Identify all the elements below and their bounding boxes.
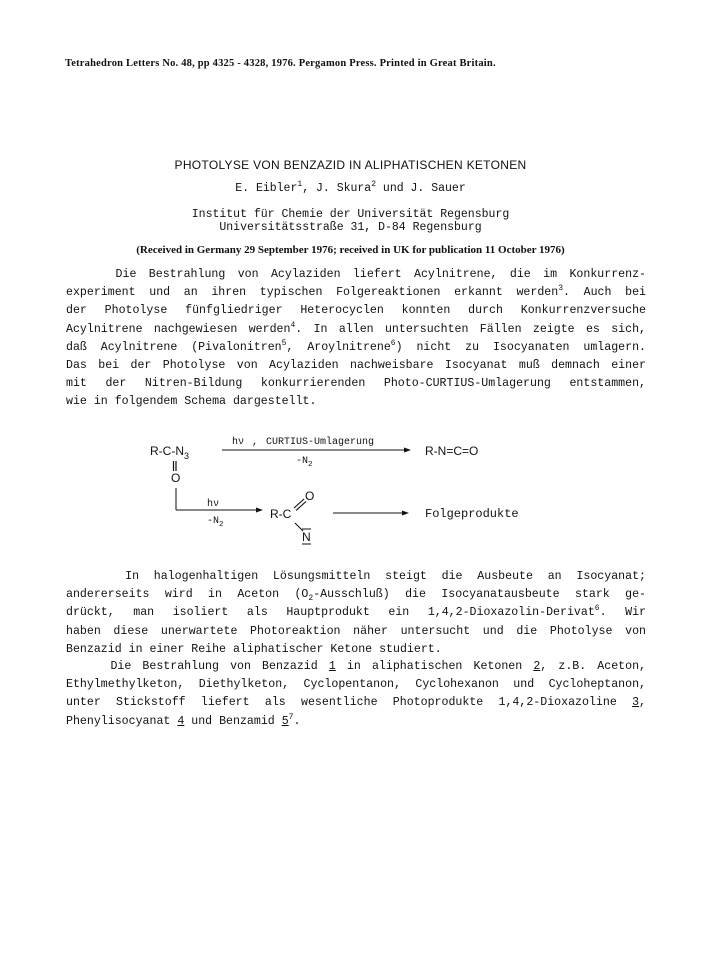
text-line: Ethylmethylketon, Diethylketon, Cyclopentanon, Cyclohexanon und Cycloheptanon, [66,678,646,692]
curtius-label: CURTIUS-Umlagerung [266,437,375,448]
n2-loss-label-bottom: $-N_2$ [207,516,224,529]
subscript: 2 [308,594,314,604]
footnote-ref: 7 [288,712,294,722]
reactant-formula: $R-C-N_3$ [150,444,190,461]
nitrene-oxygen: O [305,489,315,503]
footnote-ref: 6 [390,338,396,348]
compound-number: 1 [328,660,336,673]
n2-loss-label-top: $-N_2$ [296,456,313,469]
text-line: In halogenhaltigen Lösungsmitteln steigt die Ausbeute an Isocyanat; [125,570,646,583]
comma-label: , [252,437,259,448]
article-title: PHOTOLYSE VON BENZAZID IN ALIPHATISCHEN KETONEN [174,158,527,172]
paragraph-halogen [66,568,646,659]
journal-citation-header: Tetrahedron Letters No. 48, pp 4325 - 4328, 1976. Pergamon Press. Printed in Great Britain. [65,58,496,69]
footnote-ref: 6 [594,604,600,614]
footnote-ref: 5 [281,338,287,348]
isocyanate-product: R-N=C=O [425,444,479,458]
paragraph-intro [66,266,646,412]
footnote-ref: 2 [371,180,377,189]
text-line: unter Stickstoff liefert als wesentliche Photoprodukte 1,4,2-Dioxazoline 3, [66,696,646,710]
text-line: mit der Nitren-Bildung konkurrierenden Photo-CURTIUS-Umlagerung entstammen, [66,377,646,391]
carbonyl-oxygen: O [171,471,181,485]
reaction-scheme [0,430,701,560]
author-sauer: und J. Sauer [376,182,466,195]
nitrene-nitrogen: N [302,530,311,544]
arrowhead [404,448,411,453]
follow-products: Folgeprodukte [425,507,519,521]
text-line: daß Acylnitrene (Pivalonitren$^5$, Aroylnitrene$^6$) nicht zu Isocyanaten umlagern. [66,338,646,354]
text-line: drückt, man isoliert als Hauptprodukt ein 1,4,2-Dioxazolin-Derivat$^6$. Wir [66,604,646,620]
text-line: haben diese unerwartete Photoreaktion näher untersucht und die Photolyse von [66,624,646,638]
text-line: Acylnitrene nachgewiesen werden$^4$. In allen untersuchten Fällen zeigte es sich, [66,320,646,336]
nitrene-fragment: R-C [270,507,292,521]
institution-block [0,208,701,234]
hv-label-bottom: hν [207,499,220,510]
author-line [0,182,701,195]
text-line: Die Bestrahlung von Acylaziden liefert Acylnitrene, die im Konkurrenz- [115,268,646,281]
nitrene-carbonyl-bond [294,499,304,508]
institution-name: Institut für Chemie der Universität Regensburg [191,208,510,221]
text-line: Benzazid in einer Reihe aliphatischer Ketone studiert. [66,642,442,656]
compound-number: 2 [533,660,541,673]
paragraph-benzazid [66,658,646,731]
hv-label-top: hν [232,437,245,448]
compound-number: 3 [632,696,640,710]
arrowhead [256,508,263,513]
text-line: Das bei der Photolyse von Acylaziden nachweisbare Isocyanat muß demnach einer [66,358,646,372]
received-dates: (Received in Germany 29 September 1976; received in UK for publication 11 October 1976) [136,244,565,256]
text-line: der Photolyse fünfgliedriger Heterocyclen konnten durch Konkurrenzversuche [66,304,646,318]
compound-number: 5 [281,714,289,728]
institution-address: Universitätsstraße 31, D-84 Regensburg [219,221,482,234]
footnote-ref: 4 [290,320,296,330]
text-line: andererseits wird in Aceton $(O_2-Ausschluß)$ die Isocyanatausbeute stark ge- [66,588,646,604]
author-eibler: E. Eibler [235,182,298,195]
text-line: Phenylisocyanat 4 und Benzamid $5^7$. [66,712,301,728]
arrowhead [402,511,409,516]
footnote-ref: 3 [558,284,564,294]
footnote-ref: 1 [297,180,303,189]
compound-number: 4 [177,714,185,728]
text-line: Die Bestrahlung von Benzazid 1 in aliphatischen Ketonen 2, z.B. Aceton, [110,660,647,673]
text-line: experiment und an ihren typischen Folgereaktionen erkannt werden$^3$. Auch bei [66,284,646,300]
text-line: wie in folgendem Schema dargestellt. [66,395,317,409]
author-skura: , J. Skura [302,182,372,195]
